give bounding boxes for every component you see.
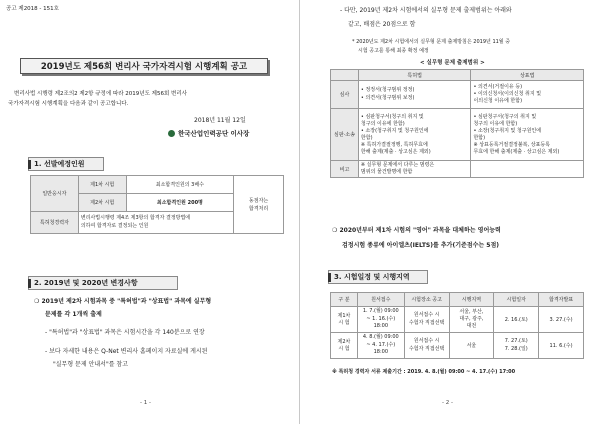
policy-note-line-2: 시험 공고를 통해 최종 확정 예정 (358, 48, 429, 54)
sched-row1-apply-1: 1. 7.(월) 09:00 (362, 308, 399, 315)
sched-row1-apply-2: ~ 1. 16.(수) 18:00 (366, 315, 396, 330)
page-right (300, 0, 600, 424)
row2-value: 최소합격인원 200명 (126, 194, 234, 212)
trial-patent-2: 청구의 이유에 한함) (360, 120, 405, 127)
row-exam: 심사 (331, 81, 359, 109)
sched-row2-apply (357, 333, 404, 359)
sched-row1-label-a: 제1차 (337, 312, 351, 319)
ielts-item-line-2: 검정시험 종류에 아이엘츠(IELTS)를 추가(기준점수는 5점) (342, 242, 499, 249)
trial-patent (358, 109, 471, 161)
scope-dash-line-2: 같고, 배점은 20점으로 함 (348, 21, 416, 28)
trial-trademark-4: 한함) (473, 134, 486, 141)
page-number-left: - 1 - (140, 400, 151, 406)
sched-row2-result: 11. 6.(수) (539, 333, 584, 359)
sched-h-result: 합격자발표 (539, 293, 584, 307)
page-title: 2019년도 제56회 변리사 국가자격시험 시행계획 공고 (20, 58, 268, 74)
section-1-heading: 1. 선발예정인원 (28, 157, 104, 171)
sched-row1-label (331, 307, 358, 333)
sched-row1-date: 2. 16.(토) (494, 307, 539, 333)
page-number-right: - 2 - (442, 400, 453, 406)
sched-row2-label-b: 시 험 (338, 345, 350, 352)
sched-row2-label-a: 제2차 (337, 338, 351, 345)
tie-note-1: 동점자는 (248, 197, 269, 204)
sched-row1-result: 3. 27.(수) (539, 307, 584, 333)
sched-row2-region: 서울 (449, 333, 494, 359)
header-patent: 특허법 (358, 70, 471, 81)
remarks-text-1: ※ 실무형 문제에서 다루는 범령은 (360, 162, 435, 168)
circle-bullet-icon: ❍ (332, 227, 340, 234)
trial-trademark (471, 109, 584, 161)
experienced-text-2: 의하여 합격자로 결정되는 인원 (80, 222, 149, 229)
exam-trademark (471, 81, 584, 109)
row1-exam: 제1차 시험 (78, 176, 126, 194)
sched-row2-place-2: 수험자 직접선택 (408, 345, 445, 352)
change-item-1-line-2: 문제를 각 1개씩 출제 (45, 311, 102, 318)
issuer (168, 130, 249, 138)
scope-corner (331, 70, 359, 81)
circle-bullet-icon: ❍ (34, 298, 42, 305)
exam-patent-2: • 의견서(청구범위 보정) (360, 94, 415, 101)
section-3-heading: 3. 시험일정 및 시행지역 (328, 270, 428, 284)
remarks-trademark (471, 161, 584, 178)
exam-trademark-3: 이의신청 이유에 한함) (473, 98, 523, 105)
ielts-item-line-1: ❍ 2020년부터 제1차 시험의 "영어" 과목을 대체하는 영어능력 (332, 227, 501, 234)
experienced-docs-note: ※ 특허청 경력자 서류 제출기간 : 2019. 4. 8.(월) 09:00 ~ 4. 17.(수) 17:00 (332, 369, 516, 375)
trial-patent-6: 한해 출제(제출 · 상고심은 제외) (360, 148, 431, 155)
trial-patent-4: 한함) (360, 134, 373, 141)
issuer-name: 한국산업인력공단 이사장 (178, 129, 250, 138)
tie-note (234, 176, 284, 234)
trial-trademark-6: 무효에 한해 출제(제출 · 상고심은 제외) (473, 148, 560, 155)
sched-row2-date (494, 333, 539, 359)
intro-line-1: 변리사법 시행령 제2조의2 제2항 규정에 따라 2019년도 제56회 변리사 (14, 91, 187, 97)
row1-value: 최소합격인원의 3배수 (126, 176, 234, 194)
notice-date: 2018년 11월 12일 (194, 117, 246, 124)
sched-h-date: 시험일자 (494, 293, 539, 307)
label-general: 일반응시자 (31, 176, 79, 212)
sched-row2-date-2: 7. 28.(일) (504, 345, 528, 352)
exam-trademark-1: • 의견서(거절이유 등) (473, 83, 523, 90)
change-detail-1: - "특허법"과 "상표법" 과목은 시험시간을 각 140분으로 연장 (45, 329, 205, 336)
trial-patent-1: • 심판청구서(청구의 취지 및 (360, 113, 424, 120)
sched-row2-label (331, 333, 358, 359)
trial-trademark-1: • 심판청구서(청구의 취지 및 (473, 113, 537, 120)
sched-h-apply: 원서접수 (357, 293, 404, 307)
exam-patent (358, 81, 471, 109)
exam-trademark-2: • 이의신청서(이의신청 취지 및 (473, 90, 542, 97)
scope-title: < 실무형 문제 출제범위 > (420, 60, 485, 66)
section-2-heading: 2. 2019년 및 2020년 변경사항 (28, 276, 178, 290)
sched-row1-region-3: 대전 (466, 322, 477, 329)
tie-note-2: 합격처리 (248, 205, 269, 212)
sched-row1-place-1: 원서접수 시 (413, 312, 440, 318)
change-detail-2-line-2: "실무형 문제 안내서"를 참고 (53, 361, 128, 368)
change-item-1-line-1: ❍ 2019년 제2차 시험과목 중 "특허법"과 "상표법" 과목에 실무형 (34, 298, 212, 305)
notice-number: 공고 제2018 - 151호 (6, 6, 59, 12)
scope-table (330, 69, 584, 178)
trial-patent-5: ※ 특허가결절정행, 특허무효에 (360, 141, 428, 148)
sched-row1-place-2: 수험자 직접선택 (408, 319, 445, 326)
label-experienced: 특허청경력자 (31, 212, 79, 234)
sched-row1-place (404, 307, 449, 333)
change-detail-2-line-1: - 보다 자세한 내용은 Q-Net 변리사 홈페이지 자료실에 게시된 (45, 348, 208, 355)
sched-row2-apply-2: ~ 4. 17.(수) 18:00 (366, 341, 396, 356)
schedule-table (330, 292, 584, 359)
trial-trademark-5: ※ 상표등록거절결정불복, 상표등록 (473, 141, 551, 148)
trial-patent-3: • 소장(청구취지 및 청구원인에 (360, 127, 429, 134)
row-trial: 심판·소송 (331, 109, 359, 161)
sched-h-place: 시험장소 공고 (404, 293, 449, 307)
intro-line-2: 국가자격시험 시행계획을 다음과 같이 공고합니다. (8, 101, 129, 107)
agency-logo-icon (168, 130, 175, 137)
trial-trademark-3: • 소장(청구취지 및 청구원인에 (473, 127, 542, 134)
selection-table (30, 175, 284, 234)
sched-h-division: 구 분 (331, 293, 358, 307)
sched-row2-date-1: 7. 27.(토) (504, 338, 528, 344)
sched-row1-label-b: 시 험 (338, 319, 350, 326)
sched-row2-place-1: 원서접수 시 (413, 338, 440, 344)
remarks-patent (358, 161, 471, 178)
sched-row2-apply-1: 4. 8.(월) 09:00 (362, 334, 399, 341)
sched-row1-region-2: 대구, 광주, (459, 316, 484, 323)
row-remarks: 비고 (331, 161, 359, 178)
sched-row1-apply (357, 307, 404, 333)
sched-row1-region (449, 307, 494, 333)
scope-dash-line-1: - 다만, 2019년 제2차 시험에서의 실무형 문제 출제범위는 아래와 (340, 7, 512, 14)
policy-note-line-1: * 2020년도 제2차 시험에서의 실무형 문제 출제방침은 2019년 11월 중 (352, 39, 511, 45)
experienced-text (78, 212, 233, 234)
header-trademark: 상표법 (471, 70, 584, 81)
trial-trademark-2: 청구의 이유에 한함) (473, 120, 518, 127)
remarks-text-2: 범위의 물건발명에 한함 (360, 169, 413, 175)
exam-patent-1: • 정정서(청구범위 정정) (360, 87, 415, 94)
experienced-text-1: 변리사법시행령 제4조 제3항의 합격자 결정방법에 (80, 215, 191, 221)
row2-exam: 제2차 시험 (78, 194, 126, 212)
sched-row2-place (404, 333, 449, 359)
sched-h-region: 시행지역 (449, 293, 494, 307)
sched-row1-region-1: 서울, 부산, (459, 309, 484, 316)
